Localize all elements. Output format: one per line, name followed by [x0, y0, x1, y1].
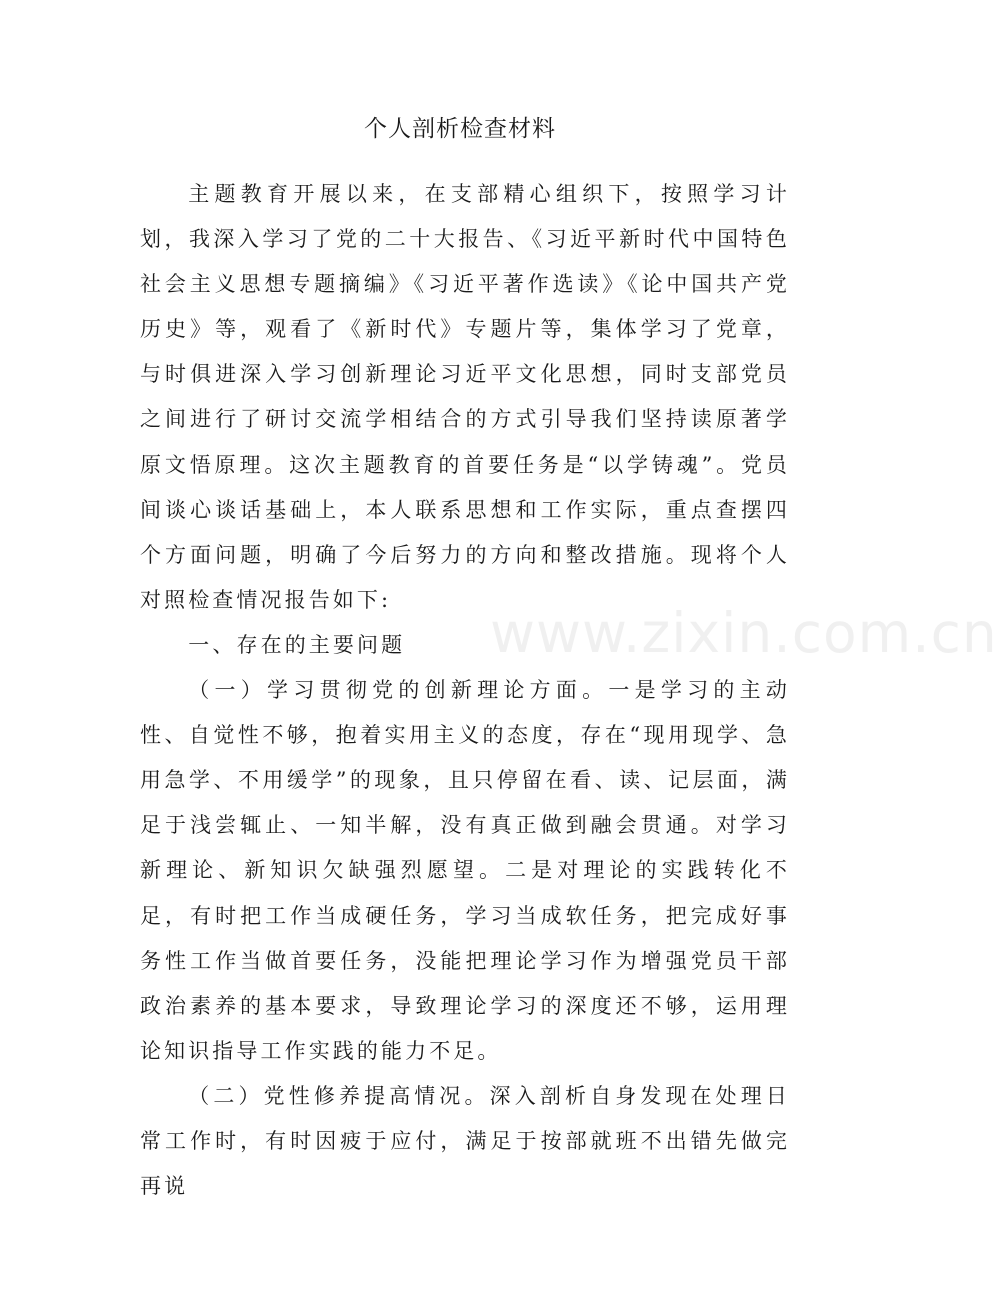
paragraph-intro: 主题教育开展以来，在支部精心组织下，按照学习计划，我深入学习了党的二十大报告、《习近平新时代中国特色社会主义思想专题摘编》《习近平著作选读》《论中国共产党历史》等，观看了《新时代》专题片等，集体学习了党章，与时俱进深入学习创新理论习近平文化思想，同时支部党员之间进行了研讨交流学相结合的方式引导我们坚持读原著学原文悟原理。这次主题教育的首要任务是“以学铸魂”。党员间谈心谈话基础上，本人联系思想和工作实际，重点查摆四个方面问题，明确了今后努力的方向和整改措施。现将个人对照检查情况报告如下: — [140, 182, 790, 612]
section-heading-main-problems: 一、存在的主要问题 — [188, 632, 406, 657]
paragraph-party-spirit: （二）党性修养提高情况。深入剖析自身发现在处理日常工作时，有时因疲于应付，满足于按部就班不出错先做完再说 — [140, 1083, 790, 1199]
paragraph-study-theory: （一）学习贯彻党的创新理论方面。一是学习的主动性、自觉性不够，抱着实用主义的态度，存在“现用现学、急用急学、不用缓学”的现象，且只停留在看、读、记层面，满足于浅尝辄止、一知半解，没有真正做到融会贯通。对学习新理论、新知识欠缺强烈愿望。二是对理论的实践转化不足，有时把工作当成硬任务，学习当成软任务，把完成好事务性工作当做首要任务，没能把理论学习作为增强党员干部政治素养的基本要求，导致理论学习的深度还不够，运用理论知识指导工作实践的能力不足。 — [140, 678, 790, 1063]
document-body — [140, 172, 790, 1209]
document-title: 个人剖析检查材料 — [364, 116, 556, 142]
watermark: www.zixin.com.cn — [490, 601, 998, 665]
